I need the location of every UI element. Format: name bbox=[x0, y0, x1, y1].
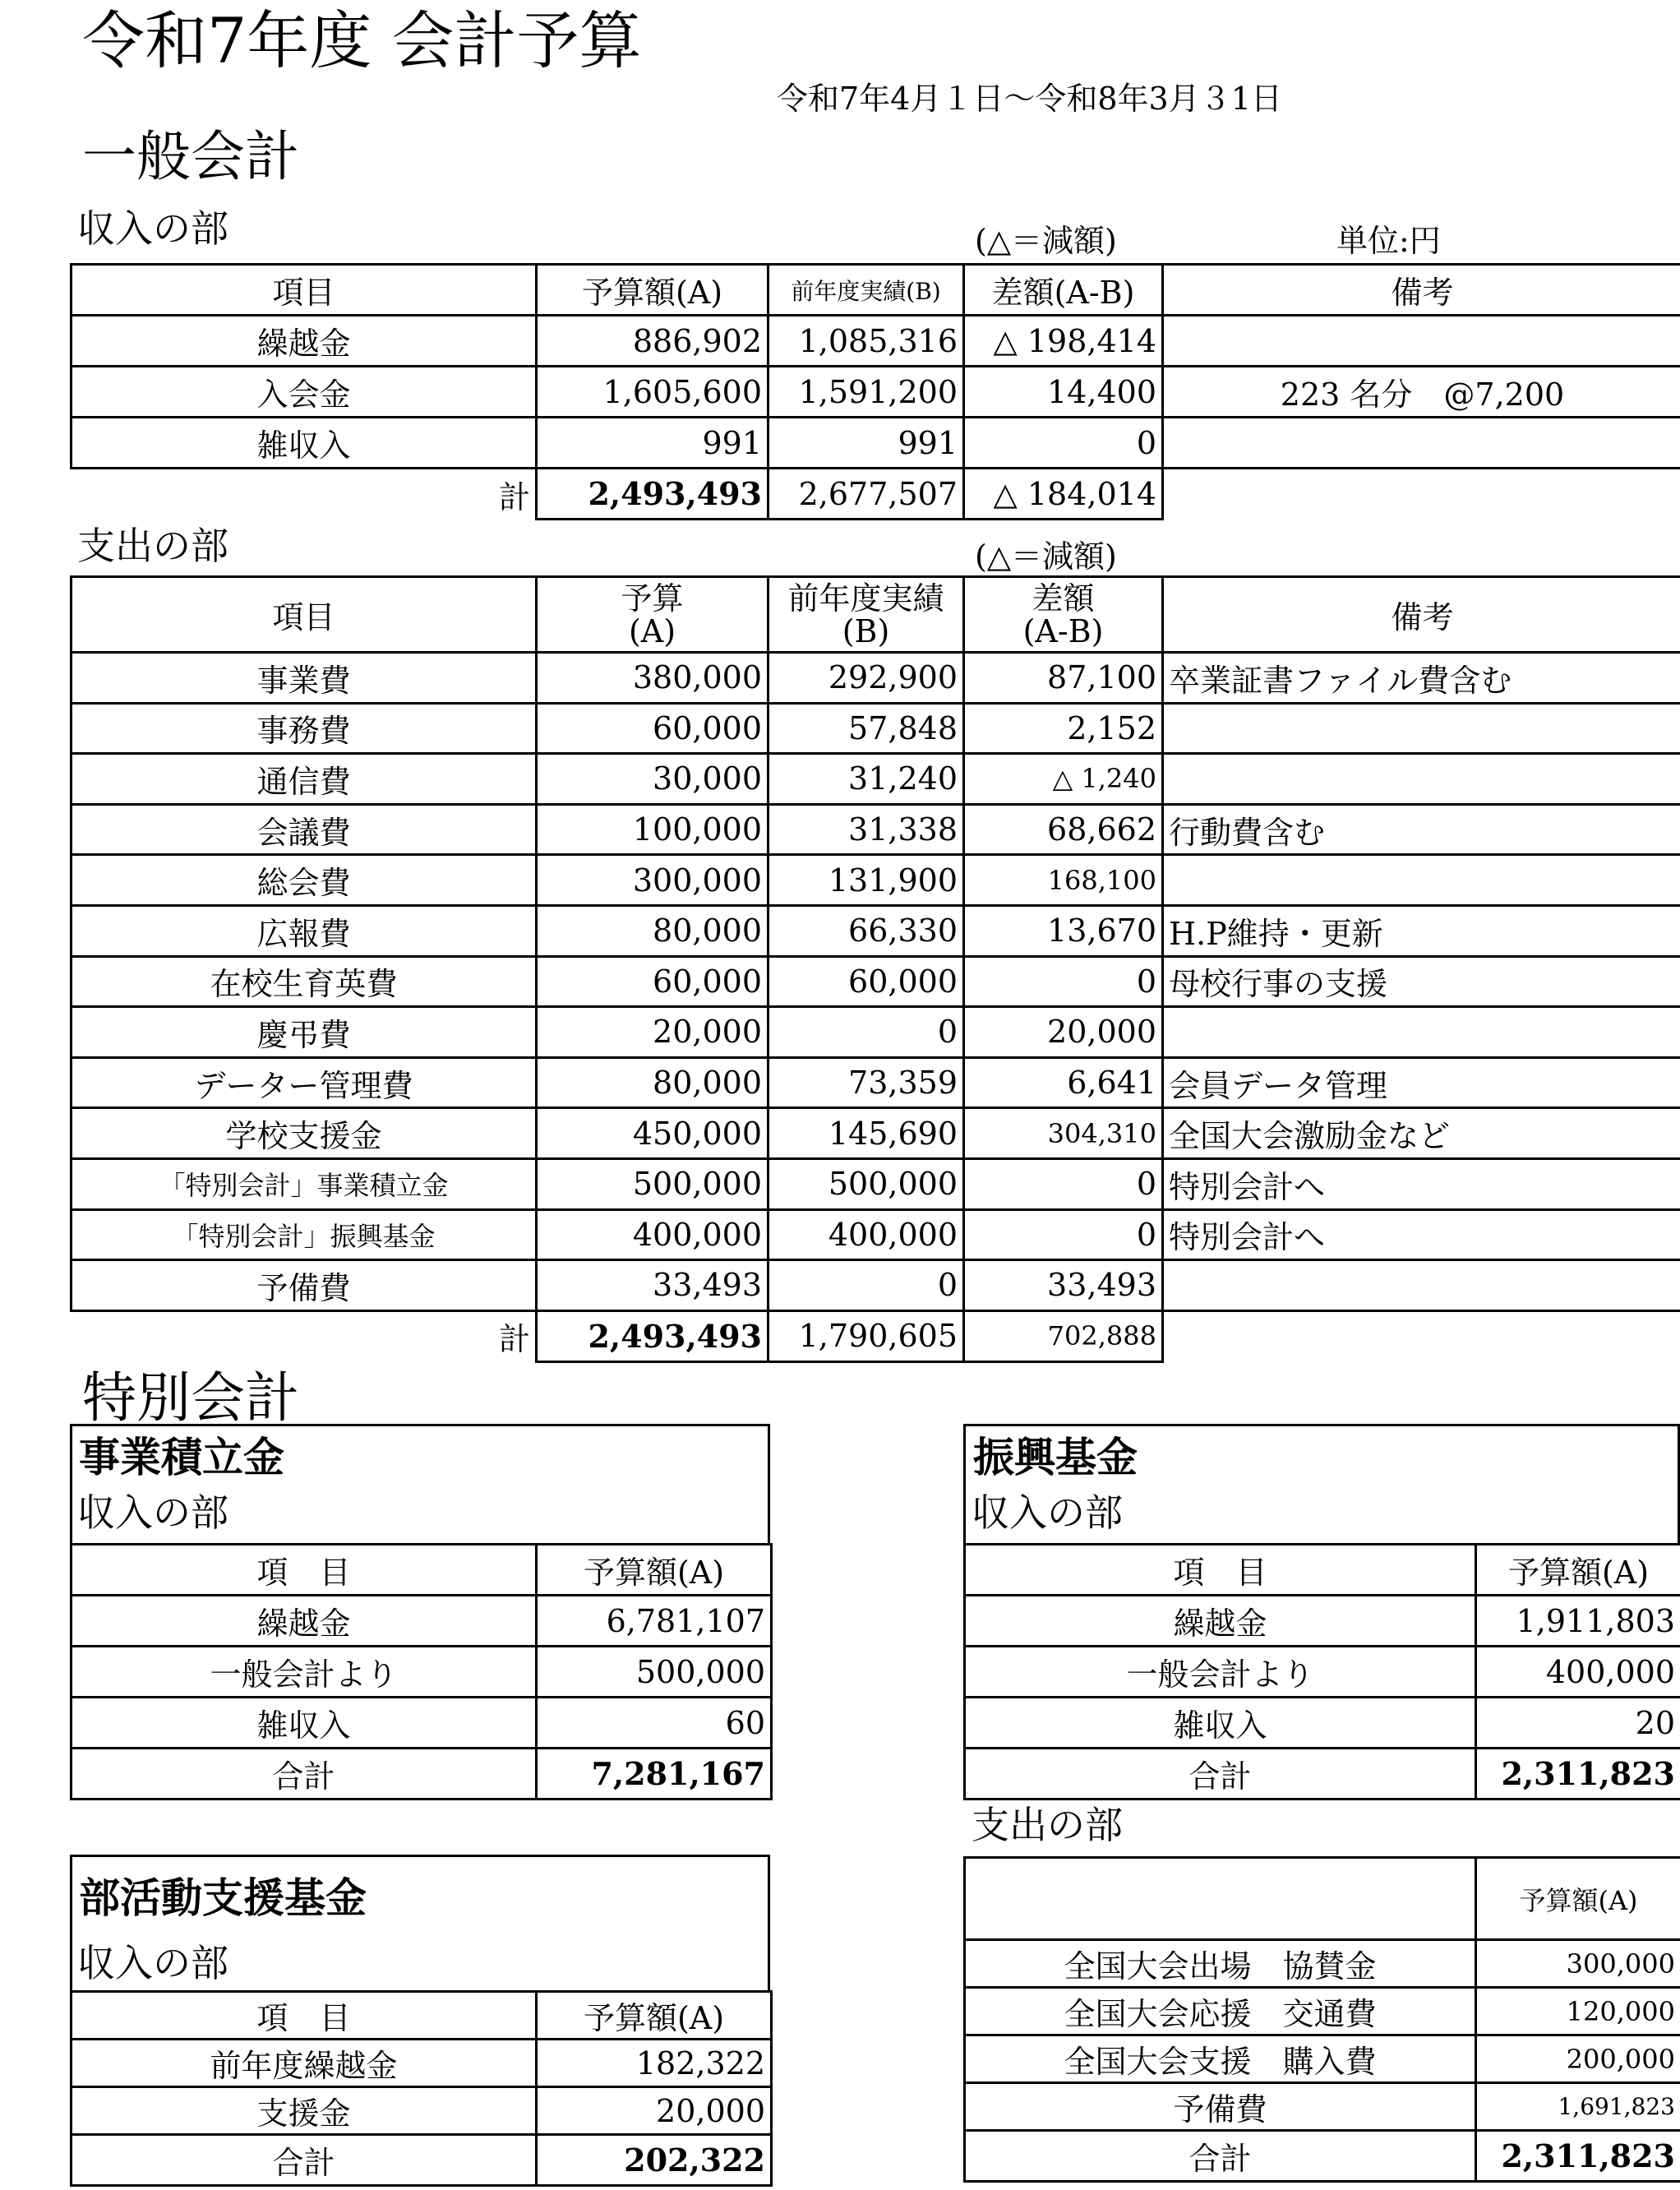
table-row bbox=[72, 855, 1680, 906]
row-budget: 200,000 bbox=[1476, 2035, 1680, 2083]
total-budget: 2,311,823 bbox=[1476, 2131, 1680, 2182]
club-title: 部活動支援基金 bbox=[79, 1874, 367, 1922]
table-header-row bbox=[965, 1858, 1680, 1940]
table-row bbox=[72, 2040, 772, 2087]
table-row bbox=[965, 1940, 1680, 1988]
row-remarks: 行動費含む bbox=[1163, 804, 1680, 855]
row-item: 予備費 bbox=[72, 1260, 537, 1311]
row-item: 一般会計より bbox=[965, 1647, 1476, 1698]
table-header-row bbox=[72, 1992, 772, 2040]
row-remarks: 母校行事の支援 bbox=[1163, 956, 1680, 1007]
table-header-row bbox=[72, 1545, 772, 1596]
header-prev bbox=[768, 577, 964, 653]
row-diff: 0 bbox=[964, 1209, 1163, 1260]
table-row bbox=[72, 1057, 1680, 1108]
row-budget: 500,000 bbox=[537, 1647, 772, 1698]
row-budget: 60,000 bbox=[537, 703, 768, 754]
table-row bbox=[965, 2035, 1680, 2083]
row-budget: 100,000 bbox=[537, 804, 768, 855]
table-row bbox=[965, 1596, 1680, 1647]
general-expense-table bbox=[70, 575, 1680, 1363]
table-row bbox=[72, 1007, 1680, 1058]
table-row bbox=[965, 1647, 1680, 1698]
header-diff: 差額(A-B) bbox=[964, 265, 1163, 316]
table-header-row bbox=[965, 1545, 1680, 1596]
row-item: 一般会計より bbox=[72, 1647, 537, 1698]
row-diff: 87,100 bbox=[964, 653, 1163, 704]
row-diff: 13,670 bbox=[964, 905, 1163, 956]
row-prev: 31,240 bbox=[768, 754, 964, 805]
total-row bbox=[72, 1310, 1680, 1361]
promotion-expense-heading: 支出の部 bbox=[972, 1803, 1123, 1847]
table-row bbox=[965, 1698, 1680, 1749]
promotion-income-heading: 収入の部 bbox=[972, 1490, 1123, 1535]
row-diff: 2,152 bbox=[964, 703, 1163, 754]
table-row bbox=[72, 1108, 1680, 1159]
total-row bbox=[72, 1749, 772, 1800]
row-diff: 20,000 bbox=[964, 1007, 1163, 1058]
total-row bbox=[965, 1749, 1680, 1800]
general-expense-heading: 支出の部 bbox=[77, 524, 228, 568]
table-row bbox=[72, 367, 1680, 418]
row-item: 全国大会応援 交通費 bbox=[965, 1988, 1476, 2035]
empty-cell bbox=[1163, 1310, 1680, 1361]
row-budget: 500,000 bbox=[537, 1158, 768, 1209]
row-item: 全国大会支援 購入費 bbox=[965, 2035, 1476, 2083]
empty-cell bbox=[1163, 469, 1680, 520]
row-budget: 60 bbox=[537, 1698, 772, 1749]
header-diff-line1: 差額 bbox=[1032, 580, 1095, 617]
row-remarks: 全国大会激励金など bbox=[1163, 1108, 1680, 1159]
total-budget: 7,281,167 bbox=[537, 1749, 772, 1800]
row-prev: 31,338 bbox=[768, 804, 964, 855]
row-prev: 991 bbox=[768, 418, 964, 469]
row-prev: 500,000 bbox=[768, 1158, 964, 1209]
row-remarks bbox=[1163, 1260, 1680, 1311]
row-prev: 292,900 bbox=[768, 653, 964, 704]
row-remarks bbox=[1163, 316, 1680, 367]
special-account-heading: 特別会計 bbox=[82, 1366, 299, 1430]
table-row bbox=[965, 1988, 1680, 2035]
header-item: 項 目 bbox=[965, 1545, 1476, 1596]
row-remarks: H.P維持・更新 bbox=[1163, 905, 1680, 956]
row-budget: 1,911,803 bbox=[1476, 1596, 1680, 1647]
row-diff: 0 bbox=[964, 1158, 1163, 1209]
row-diff: 68,662 bbox=[964, 804, 1163, 855]
row-prev: 57,848 bbox=[768, 703, 964, 754]
row-budget: 6,781,107 bbox=[537, 1596, 772, 1647]
row-budget: 300,000 bbox=[537, 855, 768, 906]
row-item: 総会費 bbox=[72, 855, 537, 906]
header-budget bbox=[537, 577, 768, 653]
row-remarks: 223 名分 @7,200 bbox=[1163, 367, 1680, 418]
row-item: 事務費 bbox=[72, 703, 537, 754]
header-budget-line1: 予算 bbox=[621, 580, 684, 617]
total-label: 合計 bbox=[72, 2135, 537, 2186]
total-row bbox=[72, 2135, 772, 2186]
row-budget: 300,000 bbox=[1476, 1940, 1680, 1988]
page-title: 令和7年度 会計予算 bbox=[82, 4, 642, 77]
row-prev: 73,359 bbox=[768, 1057, 964, 1108]
row-item: 広報費 bbox=[72, 905, 537, 956]
row-remarks: 卒業証書ファイル費含む bbox=[1163, 653, 1680, 704]
header-budget: 予算額(A) bbox=[537, 265, 768, 316]
row-item: 繰越金 bbox=[72, 1596, 537, 1647]
table-row bbox=[72, 1260, 1680, 1311]
row-prev: 66,330 bbox=[768, 905, 964, 956]
row-diff: 0 bbox=[964, 418, 1163, 469]
row-remarks bbox=[1163, 855, 1680, 906]
row-item: 会議費 bbox=[72, 804, 537, 855]
unit-label: 単位:円 bbox=[1336, 223, 1441, 259]
row-diff: △ 1,240 bbox=[964, 754, 1163, 805]
row-item: 繰越金 bbox=[965, 1596, 1476, 1647]
total-label: 計 bbox=[72, 469, 537, 520]
total-label: 合計 bbox=[965, 1749, 1476, 1800]
row-remarks bbox=[1163, 754, 1680, 805]
row-prev: 1,591,200 bbox=[768, 367, 964, 418]
row-budget: 20 bbox=[1476, 1698, 1680, 1749]
header-prev-line1: 前年度実績 bbox=[787, 580, 944, 617]
row-budget: 80,000 bbox=[537, 905, 768, 956]
row-prev: 60,000 bbox=[768, 956, 964, 1007]
row-diff: 6,641 bbox=[964, 1057, 1163, 1108]
header-budget: 予算額(A) bbox=[1476, 1858, 1680, 1940]
row-budget: 60,000 bbox=[537, 956, 768, 1007]
row-prev: 131,900 bbox=[768, 855, 964, 906]
row-item: 通信費 bbox=[72, 754, 537, 805]
total-label: 合計 bbox=[965, 2131, 1476, 2182]
row-prev: 400,000 bbox=[768, 1209, 964, 1260]
row-item: 入会金 bbox=[72, 367, 537, 418]
row-item: 繰越金 bbox=[72, 316, 537, 367]
row-diff: 168,100 bbox=[964, 855, 1163, 906]
row-budget: 20,000 bbox=[537, 1007, 768, 1058]
general-account-heading: 一般会計 bbox=[82, 125, 299, 188]
row-item: 前年度繰越金 bbox=[72, 2040, 537, 2087]
table-row bbox=[72, 804, 1680, 855]
total-budget: 2,311,823 bbox=[1476, 1749, 1680, 1800]
row-item: 「特別会計」事業積立金 bbox=[72, 1158, 537, 1209]
row-budget: 20,000 bbox=[537, 2087, 772, 2135]
general-expense-note: (△＝減額) bbox=[975, 538, 1117, 575]
row-diff: 304,310 bbox=[964, 1108, 1163, 1159]
row-prev: 145,690 bbox=[768, 1108, 964, 1159]
header-item: 項 目 bbox=[72, 1992, 537, 2040]
row-item: 雑収入 bbox=[72, 1698, 537, 1749]
table-header-row bbox=[72, 265, 1680, 316]
total-budget: 202,322 bbox=[537, 2135, 772, 2186]
table-row bbox=[72, 956, 1680, 1007]
reserve-income-heading: 収入の部 bbox=[77, 1490, 228, 1535]
row-budget: 1,605,600 bbox=[537, 367, 768, 418]
promotion-title: 振興基金 bbox=[973, 1433, 1138, 1481]
row-budget: 450,000 bbox=[537, 1108, 768, 1159]
table-header-row bbox=[72, 577, 1680, 653]
table-row bbox=[72, 2087, 772, 2135]
general-income-note: (△＝減額) bbox=[975, 223, 1117, 259]
header-budget: 予算額(A) bbox=[1476, 1545, 1680, 1596]
header-item: 項目 bbox=[72, 577, 537, 653]
total-row bbox=[72, 469, 1680, 520]
row-item: 学校支援金 bbox=[72, 1108, 537, 1159]
row-budget: 120,000 bbox=[1476, 1988, 1680, 2035]
total-budget: 2,493,493 bbox=[537, 1310, 768, 1361]
header-item: 項目 bbox=[72, 265, 537, 316]
row-diff: 14,400 bbox=[964, 367, 1163, 418]
row-item: 雑収入 bbox=[965, 1698, 1476, 1749]
row-item: 支援金 bbox=[72, 2087, 537, 2135]
promotion-expense-table bbox=[963, 1856, 1680, 2183]
row-remarks: 特別会計へ bbox=[1163, 1158, 1680, 1209]
table-row bbox=[72, 316, 1680, 367]
total-row bbox=[965, 2131, 1680, 2182]
total-diff: △ 184,014 bbox=[964, 469, 1163, 520]
header-budget-line2: (A) bbox=[628, 612, 676, 649]
total-label: 合計 bbox=[72, 1749, 537, 1800]
row-diff: 0 bbox=[964, 956, 1163, 1007]
header-diff-line2: (A-B) bbox=[1022, 612, 1104, 649]
row-diff: △ 198,414 bbox=[964, 316, 1163, 367]
table-row bbox=[72, 1209, 1680, 1260]
row-item: 予備費 bbox=[965, 2083, 1476, 2131]
total-label: 計 bbox=[72, 1310, 537, 1361]
table-row bbox=[965, 2083, 1680, 2131]
row-budget: 400,000 bbox=[1476, 1647, 1680, 1698]
table-row bbox=[72, 1596, 772, 1647]
row-remarks bbox=[1163, 418, 1680, 469]
header-remarks: 備考 bbox=[1163, 577, 1680, 653]
table-row bbox=[72, 653, 1680, 704]
row-budget: 182,322 bbox=[537, 2040, 772, 2087]
row-budget: 1,691,823 bbox=[1476, 2083, 1680, 2131]
header-budget: 予算額(A) bbox=[537, 1992, 772, 2040]
row-item: 全国大会出場 協賛金 bbox=[965, 1940, 1476, 1988]
row-remarks: 特別会計へ bbox=[1163, 1209, 1680, 1260]
club-income-heading: 収入の部 bbox=[77, 1941, 228, 1985]
total-prev: 2,677,507 bbox=[768, 469, 964, 520]
row-remarks bbox=[1163, 703, 1680, 754]
table-row bbox=[72, 1698, 772, 1749]
row-remarks: 会員データ管理 bbox=[1163, 1057, 1680, 1108]
row-budget: 33,493 bbox=[537, 1260, 768, 1311]
header-remarks: 備考 bbox=[1163, 265, 1680, 316]
row-budget: 886,902 bbox=[537, 316, 768, 367]
table-row bbox=[72, 905, 1680, 956]
total-budget: 2,493,493 bbox=[537, 469, 768, 520]
row-budget: 400,000 bbox=[537, 1209, 768, 1260]
table-row bbox=[72, 754, 1680, 805]
table-row bbox=[72, 703, 1680, 754]
row-item: データー管理費 bbox=[72, 1057, 537, 1108]
general-income-heading: 収入の部 bbox=[77, 206, 228, 251]
budget-period: 令和7年4月１日～令和8年3月３1日 bbox=[777, 81, 1282, 117]
row-item: 「特別会計」振興基金 bbox=[72, 1209, 537, 1260]
row-diff: 33,493 bbox=[964, 1260, 1163, 1311]
row-item: 事業費 bbox=[72, 653, 537, 704]
row-budget: 30,000 bbox=[537, 754, 768, 805]
total-diff: 702,888 bbox=[964, 1310, 1163, 1361]
row-item: 在校生育英費 bbox=[72, 956, 537, 1007]
row-budget: 991 bbox=[537, 418, 768, 469]
row-budget: 80,000 bbox=[537, 1057, 768, 1108]
promotion-income-table bbox=[963, 1543, 1680, 1800]
table-row bbox=[72, 418, 1680, 469]
header-prev: 前年度実績(B) bbox=[768, 265, 964, 316]
club-table bbox=[70, 1990, 773, 2187]
row-remarks bbox=[1163, 1007, 1680, 1058]
row-item: 慶弔費 bbox=[72, 1007, 537, 1058]
header-item-empty bbox=[965, 1858, 1476, 1940]
row-budget: 380,000 bbox=[537, 653, 768, 704]
reserve-title: 事業積立金 bbox=[79, 1433, 284, 1481]
header-budget: 予算額(A) bbox=[537, 1545, 772, 1596]
header-diff bbox=[964, 577, 1163, 653]
total-prev: 1,790,605 bbox=[768, 1310, 964, 1361]
table-row bbox=[72, 1158, 1680, 1209]
table-row bbox=[72, 1647, 772, 1698]
row-item: 雑収入 bbox=[72, 418, 537, 469]
reserve-table bbox=[70, 1543, 773, 1800]
row-prev: 0 bbox=[768, 1260, 964, 1311]
general-income-table bbox=[70, 263, 1680, 520]
row-prev: 0 bbox=[768, 1007, 964, 1058]
header-item: 項 目 bbox=[72, 1545, 537, 1596]
row-prev: 1,085,316 bbox=[768, 316, 964, 367]
header-prev-line2: (B) bbox=[842, 612, 890, 649]
